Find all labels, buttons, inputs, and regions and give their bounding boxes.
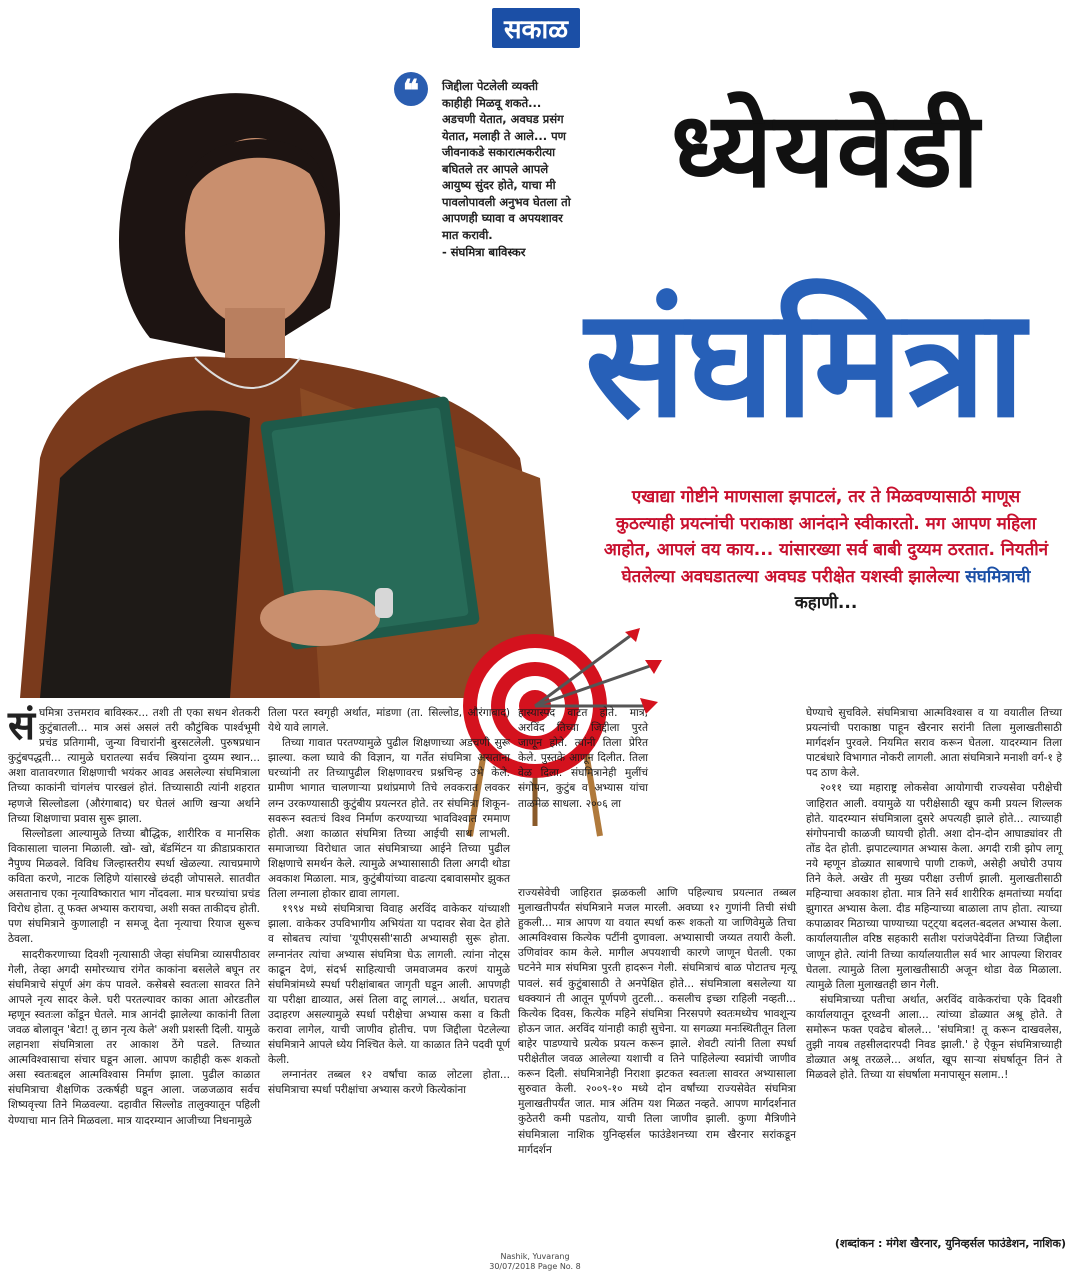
article-paragraph: १९९४ मध्ये संघमित्राचा विवाह अरविंद वाकेकर यांच्याशी झाला. वाकेकर उपविभागीय अभियंता या पदावर सेवा देत होते व सोबतच त्यांचा 'यूपीएससी'साठी अभ्यासही सुरू होता. लग्नानंतर त्यांचा अभ्यास संघमित्रा घेऊ लागली. त्यांना नोट्स काढून देणं, संदर्भ साहित्याची जमवाजमव करणं यामुळे संघमित्रांमध्ये स्पर्धा परीक्षांबाबत जागृती घडून आली. आपणही या परीक्षा द्याव्यात, असं तिला वाटू लागलं... अर्थात, घरातच उदाहरण असल्यामुळे स्पर्धा परीक्षेचा अभ्यास कसा व किती करावा लागेल, याची जाणीव होतीच. पण जिद्दीला पेटलेल्या संघमित्राने आपले ध्येय निश्चित केले. या काळात तिने पदवी पूर्ण केली.	[268, 903, 510, 1067]
quote-author: - संघमित्रा बाविस्कर	[442, 245, 526, 259]
quote-line: जिद्दीला पेटलेली व्यक्ती	[442, 79, 539, 93]
article-column-1	[8, 703, 260, 1226]
headline-line-1: ध्येयवेडी	[670, 89, 982, 211]
pull-quote	[398, 74, 598, 260]
quote-line: आयुष्य सुंदर होते, याचा मी	[442, 178, 556, 192]
quote-mark-icon: ❝	[394, 72, 428, 106]
article-paragraph: लग्नानंतर तब्बल १२ वर्षांचा काळ लोटला होता... संघमित्राचा स्पर्धा परीक्षांचा अभ्यास करणे कित्येकांना	[268, 1069, 510, 1097]
article-column-4	[806, 706, 1062, 1246]
article-paragraph: संघमित्राच्या पतीचा अर्थात, अरविंद वाकेकरांचा एके दिवशी कार्यालयातून दूरध्वनी आला... त्यांच्या डोळ्यात अश्रू होते. ते समोरून फक्त एवढेच बोलले... 'संघमित्रा! तू करून दाखवलेस, तुझी नायब तहसीलदारपदी निवड झाली.' हे ऐकून संघमित्राच्याही डोळ्यात अश्रू तरळले... अर्थात, खूप साऱ्या संघर्षातून तिनं ते मिळवले होते. तिच्या या संघर्षाला मनापासून सलाम..!	[806, 993, 1062, 1082]
page-footer	[0, 1252, 1070, 1272]
article-paragraph: सिल्लोडला आल्यामुळे तिच्या बौद्धिक, शारीरिक व मानसिक विकासाला चालना मिळाली. खो- खो, बॅडमिंटन या क्रीडाप्रकारात नैपुण्य मिळवले. विविध जिल्हास्तरीय स्पर्धा खेळल्या. त्याचप्रमाणे कविता करणे, नाटक लिहिणे यांसारखे छंदही जोपासले. सातवीत असतानाच एका नृत्याविष्कारात भाग नोंदवला. मात्र घरच्यांचा प्रचंड विरोध होता. तू फक्त अभ्यास करायचा, अशी सक्त ताकीदच होती. पण संघमित्राने कुणालाही न समजू देता नृत्याचा रियाज सुरूच ठेवला.	[8, 827, 260, 946]
quote-line: आपणही घ्यावा व अपयशावर	[442, 211, 563, 225]
intro-highlight: संघमित्राची	[965, 566, 1031, 587]
article-paragraph: २०११ च्या महाराष्ट्र लोकसेवा आयोगाची राज्यसेवा परीक्षेची जाहिरात आली. वयामुळे या परीक्षेसाठी खूप कमी प्रयत्न शिल्लक होते. यादरम्यान संघमित्राला दुसरे अपत्यही झाले होते... त्याच्याही संगोपनाची काळजी घ्यायची होती. अशा दोन-दोन आघाड्यांवर ती तोंड देत होती. झपाटल्यागत अभ्यास केला. अगदी रात्री झोप लागू नये म्हणून डोळ्यात साबणाचे पाणी टाकणे, असेही अघोरी उपाय तिने केले. अखेर ती मुख्य परीक्षा उत्तीर्ण झाली. मुलाखतीसाठी महिन्याचा अवकाश होता. मात्र तिने सर्व शारीरिक क्षमतांच्या मर्यादा झुगारत अभ्यास केला. दीड महिन्याच्या बाळाला ताप होता. त्याच्या कपाळावर मिठाच्या पाण्याच्या पट्ट्या बदलत-बदलत अभ्यास केला. कार्यालयातील वरिष्ठ सहकारी सतीश परांजपेदेवींना तिच्या जिद्दीला जाणून होते. त्यांनी तिच्या कार्यालयातील सर्व भार आपल्या शिरावर घेतला. त्यामुळे तिला मुलाखतीसाठी अजून थोडा वेळ मिळाला. त्यामुळे तिला मुलाखतही छान गेली.	[806, 782, 1062, 991]
quote-line: बघितले तर आपले आपले	[442, 161, 549, 176]
dropcap: सं	[8, 703, 36, 749]
article-paragraph: घेण्याचे सुचविले. संघमित्राचा आत्मविश्वास व या वयातील तिच्या प्रयत्नांची पराकाष्ठा पाहून खैरनार सरांनी तिला मुलाखतीसाठी मार्गदर्शन पुरवले. नियमित सराव करून घेतला. यादरम्यान तिला पाटबंधारे विभागात नोकरी लागली. आता संघमित्राने मनाशी वर्ग-१ हे पद ठाण केले.	[806, 707, 1062, 780]
quote-line: मात करावी.	[442, 227, 493, 242]
paragraph-text: घमित्रा उत्तमराव बाविस्कर... तशी ती एका सधन शेतकरी कुटुंबातली... मात्र असं असलं तरी कौटुंबिक पार्श्वभूमी प्रचंड प्रतिगामी, जुन्या विचारांनी बुरसटलेली. पुरुषप्रधान कुटुंबपद्धती... त्यामुळे घरातल्या सर्वच स्त्रियांना दुय्यम स्थान... अशा वातावरणात शिक्षणाची भयंकर आवड असलेल्या संघमित्राला तिच्या काकांनी चांगलंच पारखलं होतं. तिच्यासाठी त्यांनी शहरात म्हणजे सिल्लोडला (औरंगाबाद) घर घेतलं आणि खऱ्या अर्थाने तिच्या शिक्षणाचा प्रवास सुरू झाला.	[8, 707, 260, 825]
article-column-3-top	[518, 706, 648, 886]
intro-main: एखाद्या गोष्टीने माणसाला झपाटलं, तर ते मिळवण्यासाठी माणूस कुठल्याही प्रयत्नांची पराकाष्ठा आनंदाने स्वीकारतो. मग आपण महिला आहोत, आपलं वय काय... यांसारख्या सर्व बाबी दुय्यम ठरतात. नियतीनं घेतलेल्या अवघडातल्या अवघड परीक्षेत यशस्वी झालेल्या	[603, 487, 1049, 587]
quote-text	[442, 78, 598, 243]
footer-edition: Nashik, Yuvarang	[500, 1252, 570, 1261]
quote-line: अडचणी येतात, अवघड प्रसंग	[442, 112, 564, 126]
article-paragraph: तिला परत स्वगृही अर्थात, मांडणा (ता. सिल्लोड, औरंगाबाद) येथे यावे लागले.	[268, 707, 510, 735]
article-paragraph: हास्यास्पद वाटत होते. मात्र, अरविंद तिच्या जिद्दीला पुरते जाणून होते. त्यांनी तिला प्रेरित केले. पुस्तके आणून दिलीत. तिला वेळ दिला. संघमित्रानेही मुलींचं संगोपन, कुटुंब व अभ्यास यांचा ताळमेळ साधला. २००६ ला	[518, 707, 648, 810]
intro-tail: कहाणी...	[794, 593, 858, 613]
article-column-2	[268, 706, 510, 1226]
footer-date-page: 30/07/2018 Page No. 8	[489, 1262, 581, 1271]
article-paragraph: सादरीकरणाच्या दिवशी नृत्यासाठी जेव्हा संघमित्रा व्यासपीठावर गेली, तेव्हा अगदी समोरच्याच रांगेत काकांना बसलेले बघून तर संघमित्राचे संपूर्ण अंग कंप पावले. कसेबसे स्वतःला सावरत तिने आपले नृत्य सादर केले. घरी परतल्यावर काका आता ओरडतील म्हणून स्वतःला कोंडून घेतले. मात्र आनंदी झालेल्या काकांनी तिला जवळ बोलावून 'बेटा! तू छान नृत्य केले' अशी प्रशस्ती दिली. यामुळे लहानशा संघमित्राला तर आकाश ठेंगे पडले. तिच्यात आत्मविश्वासाचा संचार घडून आला. आपण काहीही करू शकतो असा स्वतःबद्दल आत्मविश्वास निर्माण झाला. पुढील काळात संघमित्राचा शैक्षणिक उत्कर्षही घडून आला. जळजळाव सर्वच शिष्यवृत्त्या तिने मिळवल्या. दहावीत सिल्लोड तालुक्यातून पहिली येण्याचा मान तिने मिळवला. मात्र यादरम्यान आजीच्या निधनामुळे	[8, 948, 260, 1127]
quote-line: जीवनाकडे सकारात्मकरीत्या	[442, 145, 556, 159]
quote-line: काहीही मिळवू शकते...	[442, 95, 542, 110]
article-paragraph: राज्यसेवेची जाहिरात झळकली आणि पहिल्याच प्रयत्नात तब्बल मुलाखतीपर्यंत संघमित्राने मजल मारली. अवघ्या १२ गुणांनी तिची संधी हुकली... मात्र आपण या वयात स्पर्धा करू शकतो या जाणिवेमुळे तिचा आत्मविश्वास कित्येक पटींनी दुणावला. अभ्यासाची जय्यत तयारी केली. उणिवांवर काम केले. मागील अपयशाची कारणे जाणून घेतली. एका घटनेने मात्र संघमित्रा पुरती हादरून गेली. संघमित्राचं बाळ पोटातच मृत्यू पावलं. सर्व कुटुंबासाठी ते अनपेक्षित होते... संघमित्राला बसलेल्या या धक्क्यानं ती आतून पूर्णपणे तुटली... कसलीच इच्छा राहिली नव्हती... कित्येक दिवस, कित्येक महिने संघमित्रा निरसपणे स्वतःमध्येच भावशून्य होऊन जात. अरविंद यांनाही काही सुचेना. या सगळ्या मनःस्थितीतून तिला बाहेर पाडण्याचे प्रत्येक प्रयत्न करून झाले. शेवटी त्यांनी तिला स्पर्धा परीक्षेतील जवळ आलेल्या यशाची व तिने पाहिलेल्या स्वप्नांची जाणीव करून दिली. संघमित्रानेही निराशा झटकत स्वतःला सावरत अभ्यासाला सुरुवात केली. २००९-१० मध्ये दोन वर्षांच्या राज्यसेवेत संघमित्रा मुलाखतीपर्यंत जात. मात्र अंतिम यश मिळत नव्हते. आपण मार्गदर्शनात कुठेतरी कमी पडतोय, याची तिला जाणीव झाली. कुणा मैत्रिणीने संघमित्राला नाशिक युनिव्हर्सल फाउंडेशनच्या राम खैरनार सरांकडून मार्गदर्शन	[518, 887, 796, 1156]
intro-paragraph	[600, 484, 1052, 617]
quote-line: येतात, मलाही ते आले... पण	[442, 128, 566, 143]
article-paragraph	[8, 703, 260, 827]
quote-line: पावलोपावली अनुभव घेतला तो	[442, 194, 571, 209]
author-credit: (शब्दांकन : मंगेश खैरनार, युनिव्हर्सल फाउंडेशन, नाशिक)	[834, 1237, 1066, 1250]
headline-line-2: संघमित्रा	[584, 277, 1026, 451]
article-paragraph: तिच्या गावात परतण्यामुळे पुढील शिक्षणाच्या अडचणी सुरू झाल्या. कला घ्यावे की विज्ञान, या गर्तेत संघमित्रा असताना घरच्यांनी तर तिच्यापुढील शिक्षणावरच प्रश्नचिन्ह उभे केले. ग्रामीण भागात चालणाऱ्या प्रथांप्रमाणे तिचे लवकरात लवकर लग्न उरकण्यासाठी कुटुंबीय प्रयत्नरत होते. तर संघमित्रा शिकून-सवरून स्वतःचं विश्व निर्माण करण्याच्या भावविश्वात रममाण होती. अशा काळात संघमित्रा तिच्या आईची साथ लाभली. समाजाच्या विरोधात जात संघमित्राच्या आईने तिच्या पुढील शिक्षणाचे समर्थन केले. त्यामुळे अभ्यासासाठी तिला अगदी थोडा अवकाश मिळाला. मात्र, कुटुंबीयांच्या वाढत्या दबावासमोर झुकत तिला लग्नाला होकार द्यावा लागला.	[268, 737, 510, 901]
masthead-logo: सकाळ	[492, 8, 580, 48]
article-column-3	[518, 886, 796, 1226]
